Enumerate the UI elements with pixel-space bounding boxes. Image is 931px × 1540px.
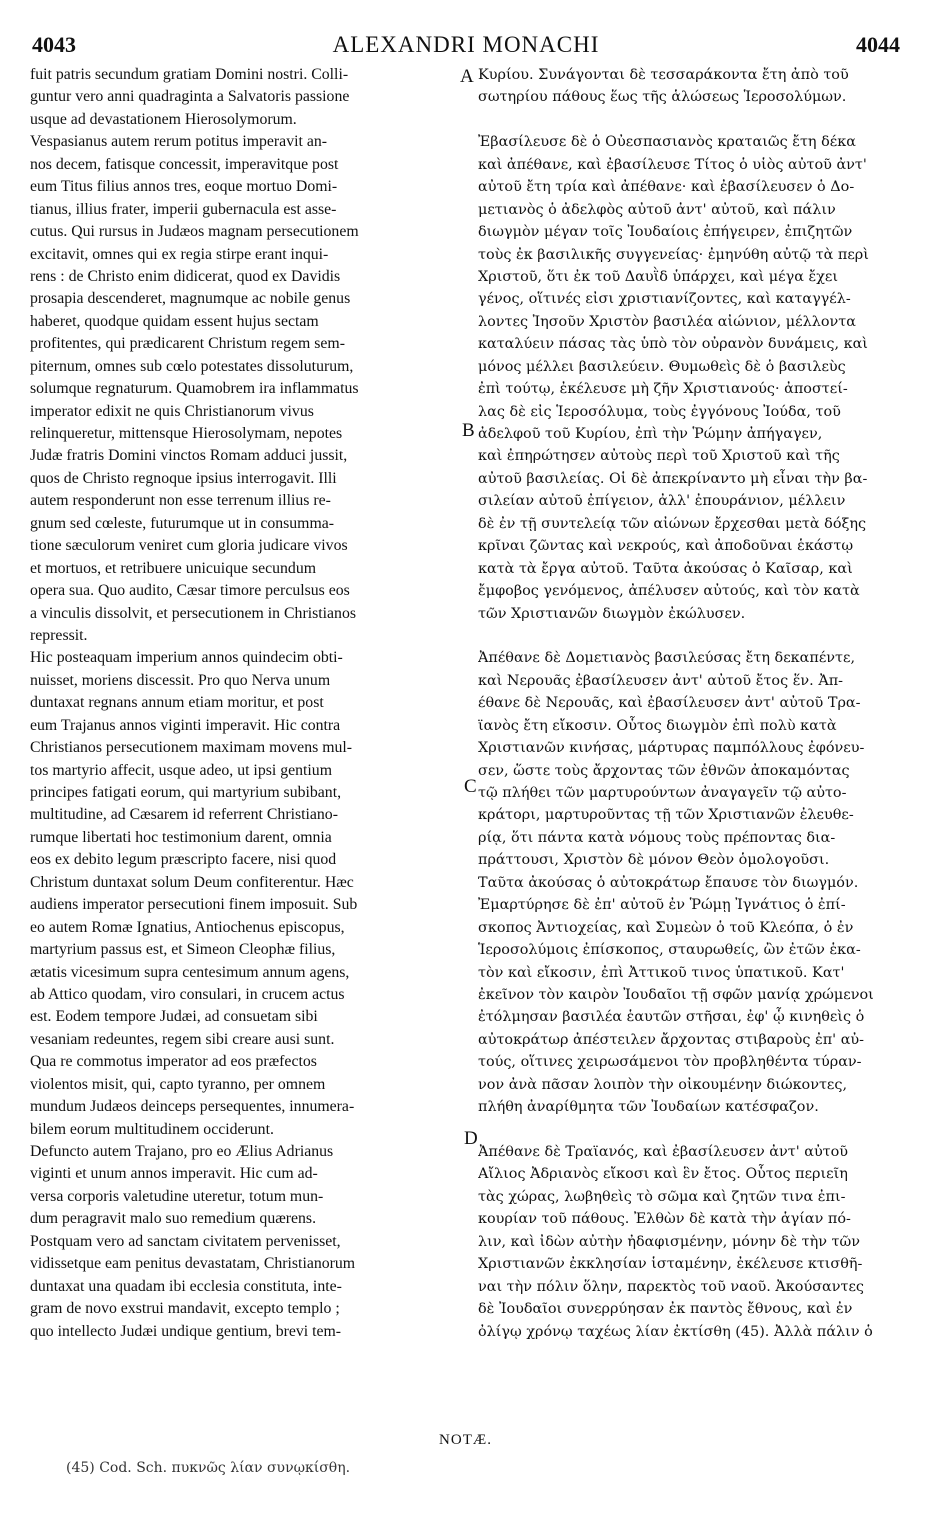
text-line: rumque libertati hoc testimonium darent, omnia [30, 828, 332, 846]
text-line: eum Titus filius annos tres, eoque mortuo Domi- [30, 178, 338, 196]
text-line: eum Trajanus annos viginti imperavit. Hic contra [30, 716, 341, 734]
text-line: λας δὲ εἰς Ἱεροσόλυμα, τοὺς ἐγγόνους Ἰούδα, τοῦ [478, 403, 841, 420]
text-line: ab Attico quodam, viro consulari, in crucem actus [30, 985, 345, 1003]
text-line: αὐτοῦ βασιλείας. Οἱ δὲ ἀπεκρίναντο μὴ εἶναι τὴν βα- [478, 470, 868, 487]
greek-column [478, 64, 898, 1343]
text-line: Ταῦτα ἀκούσας ὁ αὐτοκράτωρ ἔπαυσε τὸν διωγμόν. [478, 874, 859, 891]
text-line: δὲ ἐν τῇ συντελείᾳ τῶν αἰώνων ἔρχεσθαι μετὰ δόξης [478, 515, 867, 532]
text-line: vidissetque eam penitus devastatam, Christianorum [30, 1255, 356, 1273]
page-header [32, 28, 900, 62]
text-line: Vespasianus autem rerum potitus imperavit an- [30, 133, 327, 151]
text-line: λοντες Ἰησοῦν Χριστὸν βασιλέα αἰώνιον, μέλλοντα [478, 313, 856, 330]
text-line: κρῖναι ζῶντας καὶ νεκρούς, καὶ ἀποδοῦναι ἑκάστῳ [478, 538, 854, 555]
text-line: versa corporis valetudine uteretur, totum mun- [30, 1187, 324, 1205]
text-line: viginti et unum annos imperavit. Hic cum ad- [30, 1165, 318, 1183]
margin-marker-c: C [464, 776, 477, 797]
text-line: ætatis vicesimum supra centesimum annum agens, [30, 963, 350, 981]
text-line: Judæ fratris Domini vinctos Romam adduci jussit, [30, 447, 348, 465]
text-line: Αἴλιος Ἀδριανὸς εἴκοσι καὶ ἓν ἔτος. Οὗτος περιεῖη [478, 1166, 848, 1183]
text-line: μετιανὸς ὁ ἀδελφὸς αὐτοῦ ἀντ' αὐτοῦ, καὶ πάλιν [478, 201, 836, 218]
text-line: ϊανὸς ἔτη εἴκοσιν. Οὗτος διωγμὸν ἐπὶ πολὺ κατὰ [478, 717, 837, 734]
text-line: tianus, illius frater, imperii gubernacula est asse- [30, 200, 337, 218]
text-line: violentos misit, qui, capto tyranno, per omnem [30, 1075, 326, 1093]
text-line: τὰς χώρας, λωβηθεὶς τὸ σῶμα καὶ ζητῶν τινα ἐπι- [478, 1188, 846, 1205]
text-line: a vinculis dissolvit, et persecutionem in Christianos [30, 604, 356, 622]
text-line: ἔμφοβος γενόμενος, ἀπέλυσεν αὐτούς, καὶ τὸν κατὰ [478, 583, 860, 600]
text-line: έθανε δὲ Νερουᾶς, καὶ ἐβασίλευσεν ἀντ' αὐτοῦ Τρα- [478, 695, 861, 712]
text-line: ἐπὶ τούτῳ, ἐκέλευσε μὴ ζῆν Χριστιανούς· ἀποστεί- [478, 381, 848, 398]
text-line: cutus. Qui rursus in Judæos magnam persecutionem [30, 223, 359, 241]
text-line: quo intellecto Judæi undique gentium, brevi tem- [30, 1322, 342, 1340]
text-line: Hic posteaquam imperium annos quindecim obti- [30, 649, 343, 667]
text-line: autem responderunt non esse terrenum illius re- [30, 492, 331, 510]
text-line: Defuncto autem Trajano, pro eo Ælius Adrianus [30, 1143, 334, 1160]
text-line: bilem eorum multitudinem occiderunt. [30, 1120, 274, 1138]
text-line: martyrium passus est, et Simeon Cleophæ filius, [30, 941, 336, 959]
text-line: Χριστιανῶν κινήσας, μάρτυρας παμπόλλους ἐφόνευ- [478, 740, 865, 757]
text-line: αὐτοῦ ἔτη τρία καὶ ἀπέθανε· καὶ ἐβασίλευσεν ὁ Δο- [478, 179, 855, 196]
text-line: usque ad devastationem Hierosolymorum. [30, 110, 297, 128]
paragraph-gap [478, 1119, 898, 1141]
text-line: Ἱεροσολύμοις ἐπίσκοπος, σταυρωθείς, ὢν ἐτῶν ἑκα- [478, 942, 861, 959]
text-line: principes fatigati eorum, qui martyrium subibant, [30, 784, 342, 801]
text-line: et mortuos, et retribuere unicuique secundum [30, 559, 317, 577]
text-line: σωτηρίου πάθους ἕως τῆς ἁλώσεως Ἱεροσολύμων. [478, 89, 847, 106]
text-line: μόνος μέλλει βασιλεύειν. Θυμωθεὶς δὲ ὁ βασιλεὺς [478, 358, 846, 375]
text-line: καὶ ἀπέθανε, καὶ ἐβασίλευσε Τίτος ὁ υἱὸς αὐτοῦ ἀντ' [478, 156, 867, 173]
text-line: tos martyrio affecit, usque adeo, ut ipsi gentium [30, 761, 332, 779]
text-line: est. Eodem tempore Judæi, ad consuetam sibi [30, 1008, 318, 1026]
text-line: multitudine, ad Cæsarem id referrent Christiano- [30, 806, 338, 824]
text-line: καταλύειν πάσας τὰς ὑπὸ τὸν οὐρανὸν δυνάμεις, καὶ [478, 336, 868, 353]
text-line: relinqueretur, mittensque Hierosolymam, nepotes [30, 425, 343, 442]
text-line: ἐτόλμησαν βασιλέα ἑαυτῶν στῆσαι, ἐφ' ᾧ κινηθεὶς ὁ [478, 1009, 865, 1026]
text-line: repressit. [30, 626, 88, 644]
text-line: κουρίαν τοῦ πάθους. Ἐλθὼν δὲ κατὰ τὴν ἁγίαν πό- [478, 1211, 851, 1228]
footnote: (45) Cod. Sch. πυκνῶς λίαν συνῳκίσθη. [66, 1460, 351, 1476]
text-line: διωγμὸν μέγαν τοῖς Ἰουδαίοις ἐπήγειρεν, ἐπιζητῶν [478, 224, 853, 241]
text-line: ὀλίγῳ χρόνῳ ταχέως λίαν ἐκτίσθη (45). Ἀλλὰ πάλιν ὁ [478, 1323, 873, 1340]
text-line: νον ἀνὰ πᾶσαν λοιπὸν τὴν οἰκουμένην διώκοντες, [478, 1076, 848, 1093]
text-line: profitentes, qui prædicarent Christum regem sem- [30, 335, 345, 353]
text-line: πλήθη ἀναρίθμητα τῶν Ἰουδαίων κατέσφαζον. [478, 1099, 819, 1116]
text-line: Ἐμαρτύρησε δὲ ἐπ' αὐτοῦ ἐν Ῥώμῃ Ἰγνάτιος ὁ ἐπί- [478, 897, 846, 914]
text-line: nos decem, fatisque concessit, imperavitque post [30, 155, 339, 173]
text-line: Ἀπέθανε δὲ Δομετιανὸς βασιλεύσας ἔτη δεκαπέντε, [478, 650, 856, 667]
margin-marker-d: D [464, 1128, 478, 1149]
text-line: eo autem Romæ Ignatius, Antiochenus episcopus, [30, 918, 345, 936]
text-line: eos ex debito legum præscripto facere, nisi quod [30, 851, 337, 869]
text-line: τούς, οἵτινες χειρωσάμενοι τὸν προβληθέντα τύραν- [478, 1054, 862, 1071]
text-line: haberet, quodque quidam essent hujus sectam [30, 312, 319, 330]
text-line: Χριστιανῶν ἐκκλησίαν ἱσταμένην, ἐκέλευσε κτισθῆ- [478, 1256, 863, 1273]
page-number-right: 4044 [856, 32, 900, 57]
text-line: piternum, omnes sub cœlo potestates dissoluturum, [30, 357, 354, 375]
text-line: τῶν Χριστιανῶν διωγμὸν ἐκώλυσεν. [478, 605, 746, 622]
text-line: κράτορι, μαρτυροῦντας τῇ τῶν Χριστιανῶν ἐλευθε- [478, 807, 854, 824]
text-line: gnum sed cœleste, futurumque ut in consumma- [30, 514, 335, 532]
text-line: vesaniam redeuntes, regem sibi creare ausi sunt. [30, 1030, 335, 1048]
text-line: γένος, οἵτινές εἰσι χριστιανίζοντες, καὶ καταγγέλ- [478, 291, 851, 308]
text-line: duntaxat una quadam ibi ecclesia constituta, inte- [30, 1277, 342, 1295]
text-line: ἐκεῖνον τὸν καιρὸν Ἰουδαῖοι τῇ σφῶν μανίᾳ χρώμενοι [478, 986, 874, 1003]
text-line: dum peragravit malo suo remedium quærens. [30, 1210, 317, 1228]
text-line: Christianos persecutionem maximam movens mul- [30, 739, 353, 757]
text-line: Κυρίου. Συνάγονται δὲ τεσσαράκοντα ἔτη ἀπὸ τοῦ [478, 67, 849, 83]
text-line: σεν, ὥστε τοὺς ἄρχοντας τῶν ἐθνῶν ἀποκαμόντας [478, 762, 850, 779]
text-line: ρίᾳ, ὅτι πάντα κατὰ νόμους τοὺς πρέποντας δια- [478, 829, 836, 846]
text-line: λιν, καὶ ἰδὼν αὐτὴν ἠδαφισμένην, μόνην δὲ τὴν τῶν [478, 1233, 860, 1250]
paragraph-gap [478, 109, 898, 131]
text-line: mundum Judæos deinceps persequentes, innumera- [30, 1098, 355, 1116]
text-line: guntur vero anni quadraginta a Salvatoris passione [30, 88, 350, 106]
text-line: καὶ Νερουᾶς ἐβασίλευσεν ἀντ' αὐτοῦ ἔτος ἕν. Ἀπ- [478, 672, 844, 689]
text-line: αὐτοκράτωρ ἀπέστειλεν ἄρχοντας στιβαροὺς ἐπ' αὐ- [478, 1031, 865, 1048]
paragraph-gap [478, 625, 898, 647]
text-line: audiens imperator persecutioni finem imposuit. Sub [30, 896, 358, 914]
text-line: nuisset, moriens discessit. Pro quo Nerva unum [30, 671, 331, 689]
text-line: quos de Christo regnoque ipsius interrogavit. Illi [30, 469, 337, 487]
text-line: σιλείαν αὐτοῦ ἐπίγειον, ἀλλ' ἐπουράνιον, μέλλειν [478, 493, 846, 510]
text-line: rens : de Christo enim didicerat, quod ex Davidis [30, 267, 341, 285]
text-line: Christum duntaxat solum Deum confiterentur. Hæc [30, 873, 354, 891]
text-line: τὸν καὶ εἴκοσιν, ἐπὶ Ἀττικοῦ τινος ὑπατικοῦ. Κατ' [478, 964, 845, 981]
text-line: ἀδελφοῦ τοῦ Κυρίου, ἐπὶ τὴν Ῥώμην ἀπήγαγεν, [478, 426, 823, 442]
text-line: Postquam vero ad sanctam civitatem pervenisset, [30, 1232, 341, 1250]
text-line: solumque regnaturum. Quamobrem ira inflammatus [30, 380, 359, 398]
text-line: Ἀπέθανε δὲ Τραϊανός, καὶ ἐβασίλευσεν ἀντ' αὐτοῦ [478, 1144, 849, 1160]
text-line: Qua re commotus imperator ad eos præfectos [30, 1053, 317, 1071]
text-line: excitavit, omnes qui ex regia stirpe erant inqui- [30, 245, 329, 263]
text-line: τοὺς ἐκ βασιλικῆς συγγενείας· ἐμηνύθη αὐτῷ τὰ περὶ [478, 246, 869, 263]
text-line: ναι τὴν πόλιν ὅλην, παρεκτὸς τοῦ ναοῦ. Ἀκούσαντες [478, 1278, 864, 1295]
text-line: prosapia descenderet, magnumque ac nobile genus [30, 290, 351, 308]
page-number-left: 4043 [32, 32, 76, 57]
text-line: Χριστοῦ, ὅτι ἐκ τοῦ Δαυῒδ ὑπάρχει, καὶ μέγα ἔχει [478, 268, 839, 285]
text-line: σκοπος Ἀντιοχείας, καὶ Συμεὼν ὁ τοῦ Κλεόπα, ὁ ἐν [478, 919, 854, 936]
text-line: καὶ ἐπηρώτησεν αὐτοὺς περὶ τοῦ Χριστοῦ καὶ τῆς [478, 448, 840, 465]
notes-heading: NOTÆ. [439, 1432, 492, 1448]
text-line: τῷ πλήθει τῶν μαρτυρούντων ἀναγαγεῖν τῷ αὐτο- [478, 785, 847, 801]
text-line: κατὰ τὰ ἔργα αὐτοῦ. Ταῦτα ἀκούσας ὁ Καῖσαρ, καὶ [478, 560, 853, 577]
text-line: gram de novo exstrui mandavit, excepto templo ; [30, 1300, 340, 1318]
text-line: tione sæculorum veniret cum gloria judicare vivos [30, 537, 348, 555]
text-line: fuit patris secundum gratiam Domini nostri. Colli- [30, 66, 349, 83]
text-line: duntaxat regnans annum etiam moritur, et post [30, 694, 324, 712]
text-line: δὲ Ἰουδαῖοι συνερρύησαν ἐκ παντὸς ἔθνους, καὶ ἐν [478, 1301, 853, 1318]
running-title: ALEXANDRI MONACHI [332, 32, 600, 57]
text-line: Ἐβασίλευσε δὲ ὁ Οὐεσπασιανὸς κραταιῶς ἔτη δέκα [478, 134, 856, 151]
margin-marker-a: A [460, 66, 474, 87]
margin-marker-b: B [462, 420, 475, 441]
latin-column [30, 64, 467, 1343]
text-line: opera sua. Quo audito, Cæsar timore perculsus eos [30, 582, 350, 600]
text-line: πράττουσι, Χριστὸν δὲ μόνον Θεὸν ὁμολογοῦσι. [478, 852, 830, 869]
text-line: imperator edixit ne quis Christianorum vivus [30, 402, 314, 420]
